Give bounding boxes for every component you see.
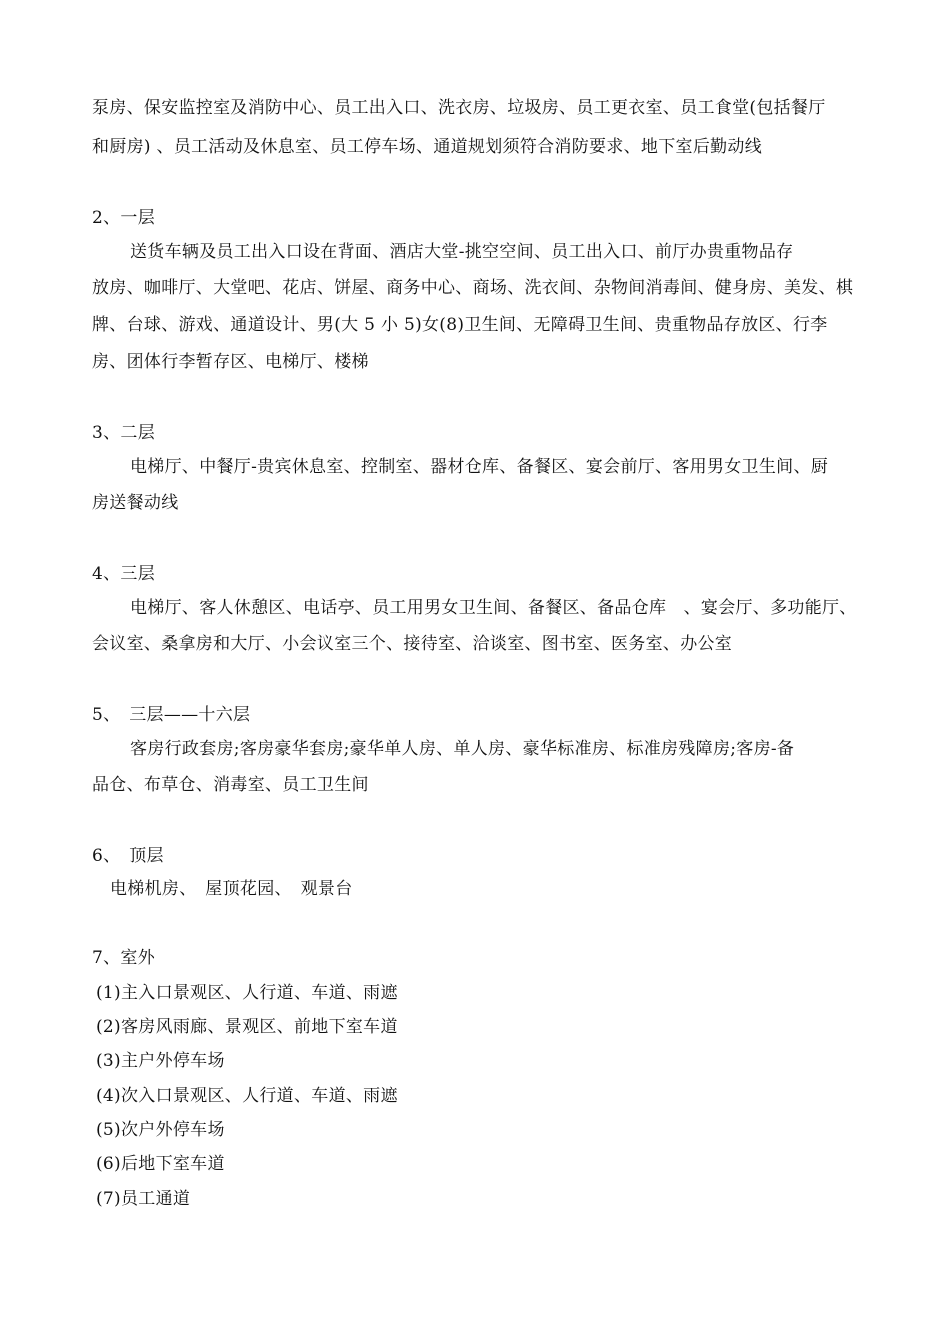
section-7-item-1: (1)主入口景观区、人行道、车道、雨遮	[96, 983, 398, 1003]
section-7-item-4: (4)次入口景观区、人行道、车道、雨遮	[96, 1086, 398, 1106]
section-3-line-1: 电梯厅、中餐厅-贵宾休息室、控制室、器材仓库、备餐区、宴会前厅、客用男女卫生间、厨	[130, 457, 829, 477]
section-6-line-1: 电梯机房、 屋顶花园、 观景台	[110, 879, 353, 899]
section-5-line-1: 客房行政套房;客房豪华套房;豪华单人房、单人房、豪华标准房、标准房残障房;客房-备	[130, 739, 795, 759]
section-4-line-1: 电梯厅、客人休憩区、电话亭、员工用男女卫生间、备餐区、备品仓库 、宴会厅、多功能厅、	[130, 598, 857, 618]
section-4-line-2: 会议室、桑拿房和大厅、小会议室三个、接待室、洽谈室、图书室、医务室、办公室	[92, 634, 733, 654]
section-2-line-4: 房、团体行李暂存区、电梯厅、楼梯	[92, 352, 369, 372]
section-2-line-3: 牌、台球、游戏、通道设计、男(大 5 小 5)女(8)卫生间、无障碍卫生间、贵重物品存放区、行李	[92, 315, 828, 335]
section-2-heading: 2、一层	[92, 208, 156, 228]
section-7-heading: 7、室外	[92, 948, 156, 968]
section-5-heading: 5、 三层——十六层	[92, 705, 251, 725]
section-3-heading: 3、二层	[92, 423, 156, 443]
section-7-item-6: (6)后地下室车道	[96, 1154, 225, 1174]
section-2-line-2: 放房、咖啡厅、大堂吧、花店、饼屋、商务中心、商场、洗衣间、杂物间消毒间、健身房、美发、棋	[92, 278, 854, 298]
intro-line-2: 和厨房) 、员工活动及休息室、员工停车场、通道规划须符合消防要求、地下室后勤动线	[92, 137, 763, 157]
section-5-line-2: 品仓、布草仓、消毒室、员工卫生间	[92, 775, 369, 795]
section-3-line-2: 房送餐动线	[92, 493, 179, 513]
section-7-item-3: (3)主户外停车场	[96, 1051, 225, 1071]
section-7-item-7: (7)员工通道	[96, 1189, 191, 1209]
section-6-heading: 6、 顶层	[92, 846, 164, 866]
section-4-heading: 4、三层	[92, 564, 156, 584]
section-2-line-1: 送货车辆及员工出入口设在背面、酒店大堂-挑空空间、员工出入口、前厅办贵重物品存	[130, 242, 794, 262]
section-7-item-2: (2)客房风雨廊、景观区、前地下室车道	[96, 1017, 398, 1037]
section-7-item-5: (5)次户外停车场	[96, 1120, 225, 1140]
intro-line-1: 泵房、保安监控室及消防中心、员工出入口、洗衣房、垃圾房、员工更衣室、员工食堂(包括餐厅	[92, 98, 826, 118]
